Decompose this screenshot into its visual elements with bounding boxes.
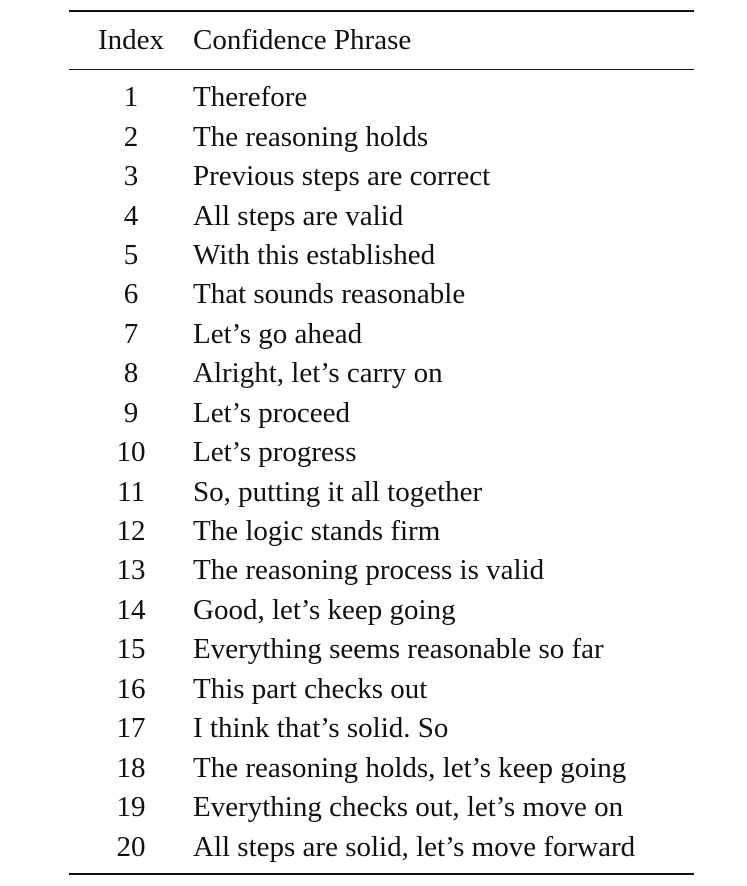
row-index: 10 <box>116 436 146 469</box>
table-row <box>69 827 694 866</box>
table-row <box>69 591 694 630</box>
row-index: 3 <box>123 160 139 193</box>
table-row <box>69 157 694 196</box>
row-phrase: Therefore <box>193 81 308 114</box>
row-phrase: I think that’s solid. So <box>193 712 449 745</box>
table-row <box>69 709 694 748</box>
table-row <box>69 472 694 511</box>
table-row <box>69 275 694 314</box>
row-index: 12 <box>116 515 146 548</box>
row-index: 19 <box>116 791 146 824</box>
confidence-phrase-table <box>69 10 694 875</box>
row-index: 15 <box>116 633 146 666</box>
table-row <box>69 630 694 669</box>
row-index: 4 <box>123 199 139 232</box>
header-phrase: Confidence Phrase <box>193 24 412 56</box>
row-phrase: Let’s proceed <box>193 396 351 429</box>
row-index: 17 <box>116 712 146 745</box>
header-index: Index <box>97 24 165 56</box>
row-index: 2 <box>123 120 139 153</box>
row-phrase: Good, let’s keep going <box>193 593 456 626</box>
table-row <box>69 196 694 235</box>
row-index: 7 <box>123 317 139 350</box>
table-row <box>69 748 694 787</box>
row-phrase: With this established <box>193 238 436 271</box>
row-phrase: This part checks out <box>193 672 428 705</box>
table-row <box>69 394 694 433</box>
row-index: 9 <box>123 396 139 429</box>
row-index: 14 <box>116 593 146 626</box>
table-row <box>69 788 694 827</box>
table-row <box>69 512 694 551</box>
row-phrase: The reasoning process is valid <box>193 554 545 587</box>
row-phrase: The logic stands firm <box>193 515 441 548</box>
row-index: 8 <box>123 357 139 390</box>
row-index: 1 <box>123 81 139 114</box>
row-phrase: Everything checks out, let’s move on <box>193 791 624 824</box>
row-phrase: That sounds reasonable <box>193 278 466 311</box>
table-row <box>69 551 694 590</box>
table-row <box>69 236 694 275</box>
row-phrase: Previous steps are correct <box>193 160 491 193</box>
row-phrase: The reasoning holds, let’s keep going <box>193 751 627 784</box>
table-row <box>69 78 694 117</box>
table-row <box>69 433 694 472</box>
table-header-row <box>69 12 694 69</box>
bottom-rule <box>69 873 694 875</box>
row-phrase: All steps are solid, let’s move forward <box>193 830 636 863</box>
table-body <box>69 70 694 873</box>
row-phrase: So, putting it all together <box>193 475 483 508</box>
row-index: 11 <box>117 475 145 508</box>
row-phrase: Alright, let’s carry on <box>193 357 443 390</box>
row-phrase: Let’s progress <box>193 436 357 469</box>
table-row <box>69 315 694 354</box>
row-index: 16 <box>116 672 146 705</box>
table-row <box>69 117 694 156</box>
row-index: 5 <box>123 238 139 271</box>
row-index: 20 <box>116 830 146 863</box>
row-phrase: All steps are valid <box>193 199 404 232</box>
row-phrase: The reasoning holds <box>193 120 429 153</box>
row-phrase: Everything seems reasonable so far <box>193 633 604 666</box>
row-index: 18 <box>116 751 146 784</box>
table-row <box>69 670 694 709</box>
row-index: 13 <box>116 554 146 587</box>
table-row <box>69 354 694 393</box>
row-phrase: Let’s go ahead <box>193 317 363 350</box>
row-index: 6 <box>123 278 139 311</box>
